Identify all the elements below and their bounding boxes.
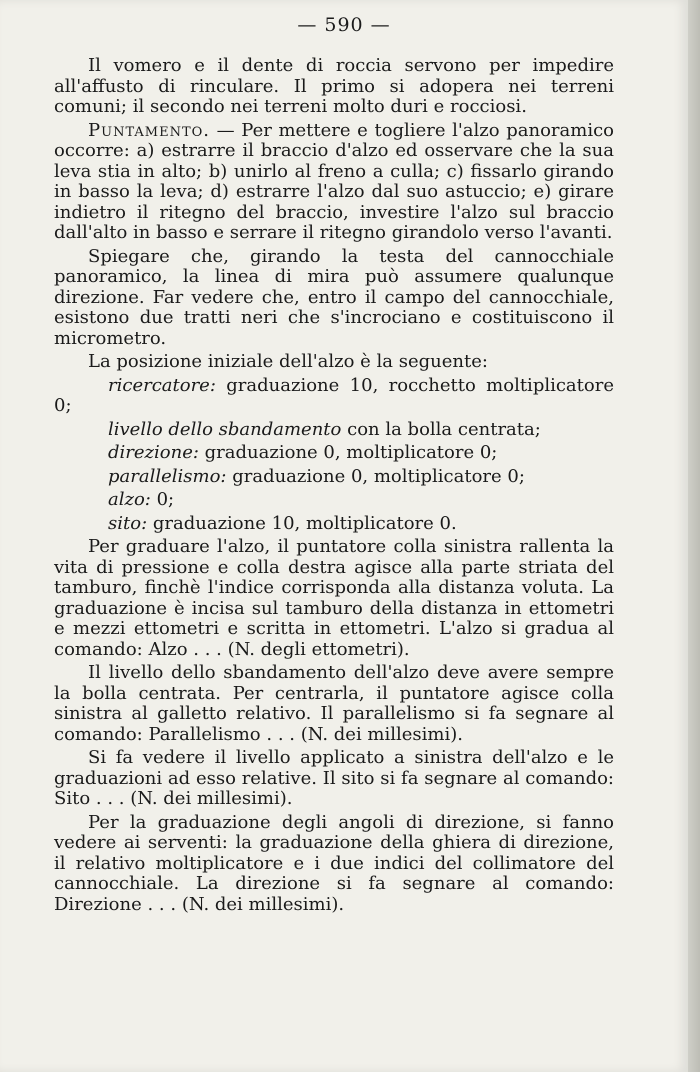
paragraph-puntamento (54, 121, 614, 244)
paragraph-cannocchiale: Spiegare che, girando la testa del cannocchiale panoramico, la linea di mira può assumere qualunque direzione. Far vedere che, entro il campo del cannocchiale, esistono due tratti neri che s'incrociano e costituiscono il micrometro. (54, 245, 614, 349)
page-edge (688, 0, 700, 1072)
list-term: alzo: (108, 489, 151, 510)
paragraph-puntamento-text: — Per mettere e togliere l'alzo panoramico occorre: a) estrarre il braccio d'alzo ed osservare che la sua leva stia in alto; b) unirlo al freno a culla; c) fissarlo girando in basso la leva; d) estrarre l'alzo dal suo astuccio; e) girare indietro il ritegno del braccio, investire l'alzo sul braccio dall'alto in basso e serrare il ritegno girandolo verso l'avanti. (54, 119, 614, 243)
list-text: con la bolla centrata; (341, 418, 541, 440)
list-item-ricercatore (54, 376, 614, 417)
body-text (54, 56, 614, 918)
paragraph-sito: Si fa vedere il livello applicato a sinistra dell'alzo e le graduazioni ad esso relative. Il sito si fa segnare al comando: Sito . . . (N. dei millesimi). (54, 747, 614, 809)
paragraph-posizione-iniziale: La posizione iniziale dell'alzo è la seguente: (88, 351, 488, 372)
list-term: parallelismo: (108, 465, 227, 487)
list-item-sito (54, 514, 614, 535)
list-item-direzione (54, 443, 614, 464)
list-text: graduazione 0, moltiplicatore 0; (226, 465, 525, 487)
list-item-parallelismo (54, 467, 614, 488)
list-term: direzione: (108, 442, 199, 463)
paragraph-vomero: Il vomero e il dente di roccia servono per impedire all'affusto di rinculare. Il primo si adopera nei terreni comuni; il secondo nei terreni molto duri e rocciosi. (54, 55, 614, 117)
paragraph-graduare-alzo: Per graduare l'alzo, il puntatore colla sinistra rallenta la vita di pressione e colla destra agisce alla parte striata del tamburo, finchè l'indice corrisponda alla distanza voluta. La graduazione è incisa sul tamburo della distanza in ettometri e mezzi ettometri e scritta in ettometri. L'alzo si gradua al comando: Alzo . . . (N. degli ettometri). (54, 536, 614, 660)
paragraph-livello-sbandamento: Il livello dello sbandamento dell'alzo deve avere sempre la bolla centrata. Per centrarla, il puntatore agisce colla sinistra al galletto relativo. Il parallelismo si fa segnare al comando: Parallelismo . . . (N. dei millesimi). (54, 662, 614, 745)
list-text: graduazione 10, rocchetto moltiplicatore 0; (54, 374, 614, 416)
list-term: sito: (108, 512, 148, 534)
list-text: graduazione 10, moltiplicatore 0. (147, 512, 457, 534)
list-text: graduazione 0, moltiplicatore 0; (198, 442, 498, 463)
paragraph-direzione: Per la graduazione degli angoli di direzione, si fanno vedere ai serventi: la graduazione della ghiera di direzione, il relativo moltiplicatore e i due indici del collimatore del cannocchiale. La direzione si fa segnare al comando: Direzione . . . (N. dei millesimi). (54, 811, 614, 915)
page-number: — 590 — (297, 14, 391, 36)
list-term: livello dello sbandamento (108, 418, 342, 440)
list-term: ricercatore: (108, 374, 216, 396)
list-item-livello (54, 420, 614, 441)
list-text: 0; (150, 489, 175, 510)
list-item-alzo (54, 490, 614, 511)
section-heading-puntamento: Puntamento. (88, 119, 211, 141)
